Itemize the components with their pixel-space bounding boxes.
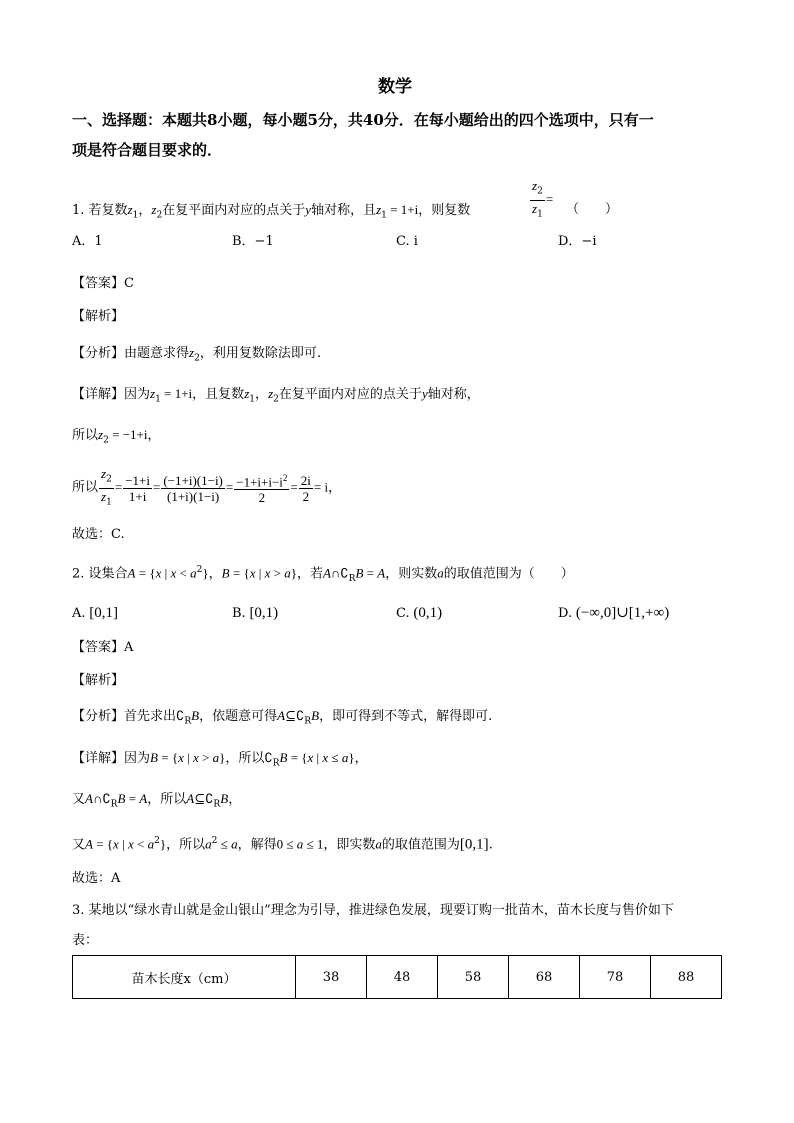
q2-answer: 【答案】A — [72, 640, 134, 655]
q2-fenxi: 【分析】首先求出$∁_RB$，依题意可得$A⊆∁_RB$，即可得到不等式，解得即可. — [72, 708, 493, 727]
table-cell: 88 — [651, 956, 722, 999]
q1-fenxi: 【分析】由题意求得$z_2$，利用复数除法即可. — [72, 345, 322, 364]
table-cell: 58 — [438, 956, 509, 999]
q2-option-c: C. (0,1) — [396, 605, 443, 621]
q1-stem: 1. 若复数$z_1$，$z_2$在复平面内对应的点关于y轴对称，且$z_1 = 1+i$，则复数 — [72, 202, 471, 221]
q1-option-d: D．−i — [558, 234, 597, 249]
q2-you2: 又A = {x | $x < a^2$}，所以$a^2 \le a$，解得0 ≤ a ≤ 1，即实数a的取值范围为[0,1]. — [72, 836, 493, 853]
q2-stem: 2. 设集合A = {x | $x < a^2$}，B = {x | x > a}，若$A\cap∁_RB = A$，则实数a的取值范围为（ ） — [72, 565, 574, 584]
q2-option-b: B. [0,1) — [232, 605, 279, 621]
q1-detail: 【详解】因为$z_1 = 1+i$，且复数$z_1$，$z_2$在复平面内对应的点关于y轴对称， — [72, 386, 480, 405]
q2-choose: 故选：A — [72, 871, 121, 886]
q1-option-c: C. i — [396, 234, 418, 249]
q1-analysis-label: 【解析】 — [72, 309, 125, 324]
q1-answer: 【答案】C — [72, 276, 134, 291]
q1-option-a: A．1 — [72, 234, 103, 249]
section-heading-line2: 项是符合题目要求的． — [72, 141, 223, 159]
q1-option-b: B．−1 — [232, 234, 274, 249]
table-cell: 48 — [367, 956, 438, 999]
q1-fraction: $\frac{z_2}{z_1}$ = — [532, 178, 554, 220]
q1-choose: 故选：C. — [72, 527, 125, 542]
table-row — [73, 956, 722, 999]
seedling-table — [72, 955, 722, 999]
q2-analysis-label: 【解析】 — [72, 673, 125, 688]
q1-so1: 所以$z_2 = -1+i$， — [72, 427, 161, 446]
q2-detail: 【详解】因为B = {x | x > a}，所以$∁_RB = \{x$ | x ≤ a}， — [72, 750, 368, 769]
table-header-cell: 苗木长度x（cm） — [73, 956, 296, 999]
q1-blank: （ ） — [566, 202, 619, 217]
table-cell: 78 — [580, 956, 651, 999]
q3-stem-line1: 3. 某地以“绿水青山就是金山银山”理念为引导，推进绿色发展，现要订购一批苗木，苗木长度与售价如下 — [72, 903, 674, 918]
section-heading-line1: 一、选择题：本题共8小题，每小题5分，共40分．在每小题给出的四个选项中，只有一 — [72, 111, 654, 129]
page-title: 数学 — [378, 77, 412, 97]
q3-stem-line2: 表： — [72, 933, 99, 948]
q2-option-a: A. [0,1] — [72, 605, 119, 621]
q1-so2: 所以 $\frac{z_2}{z_1}$ = $\frac{-1+i}{1+i}$ = $\frac{(-1+i)(1-i)}{(1+i)(1-i)}$ = $\frac{-1+i+i-i^2}{2}$ = $\frac{2i}{2}$ = i， — [72, 466, 342, 508]
table-cell: 38 — [296, 956, 367, 999]
q2-option-d: D. (−∞,0]∪[1,+∞) — [558, 605, 670, 621]
q2-you1: 又$A\cap∁_RB = A$，所以$A⊆∁_RB$， — [72, 791, 242, 810]
table-cell: 68 — [509, 956, 580, 999]
